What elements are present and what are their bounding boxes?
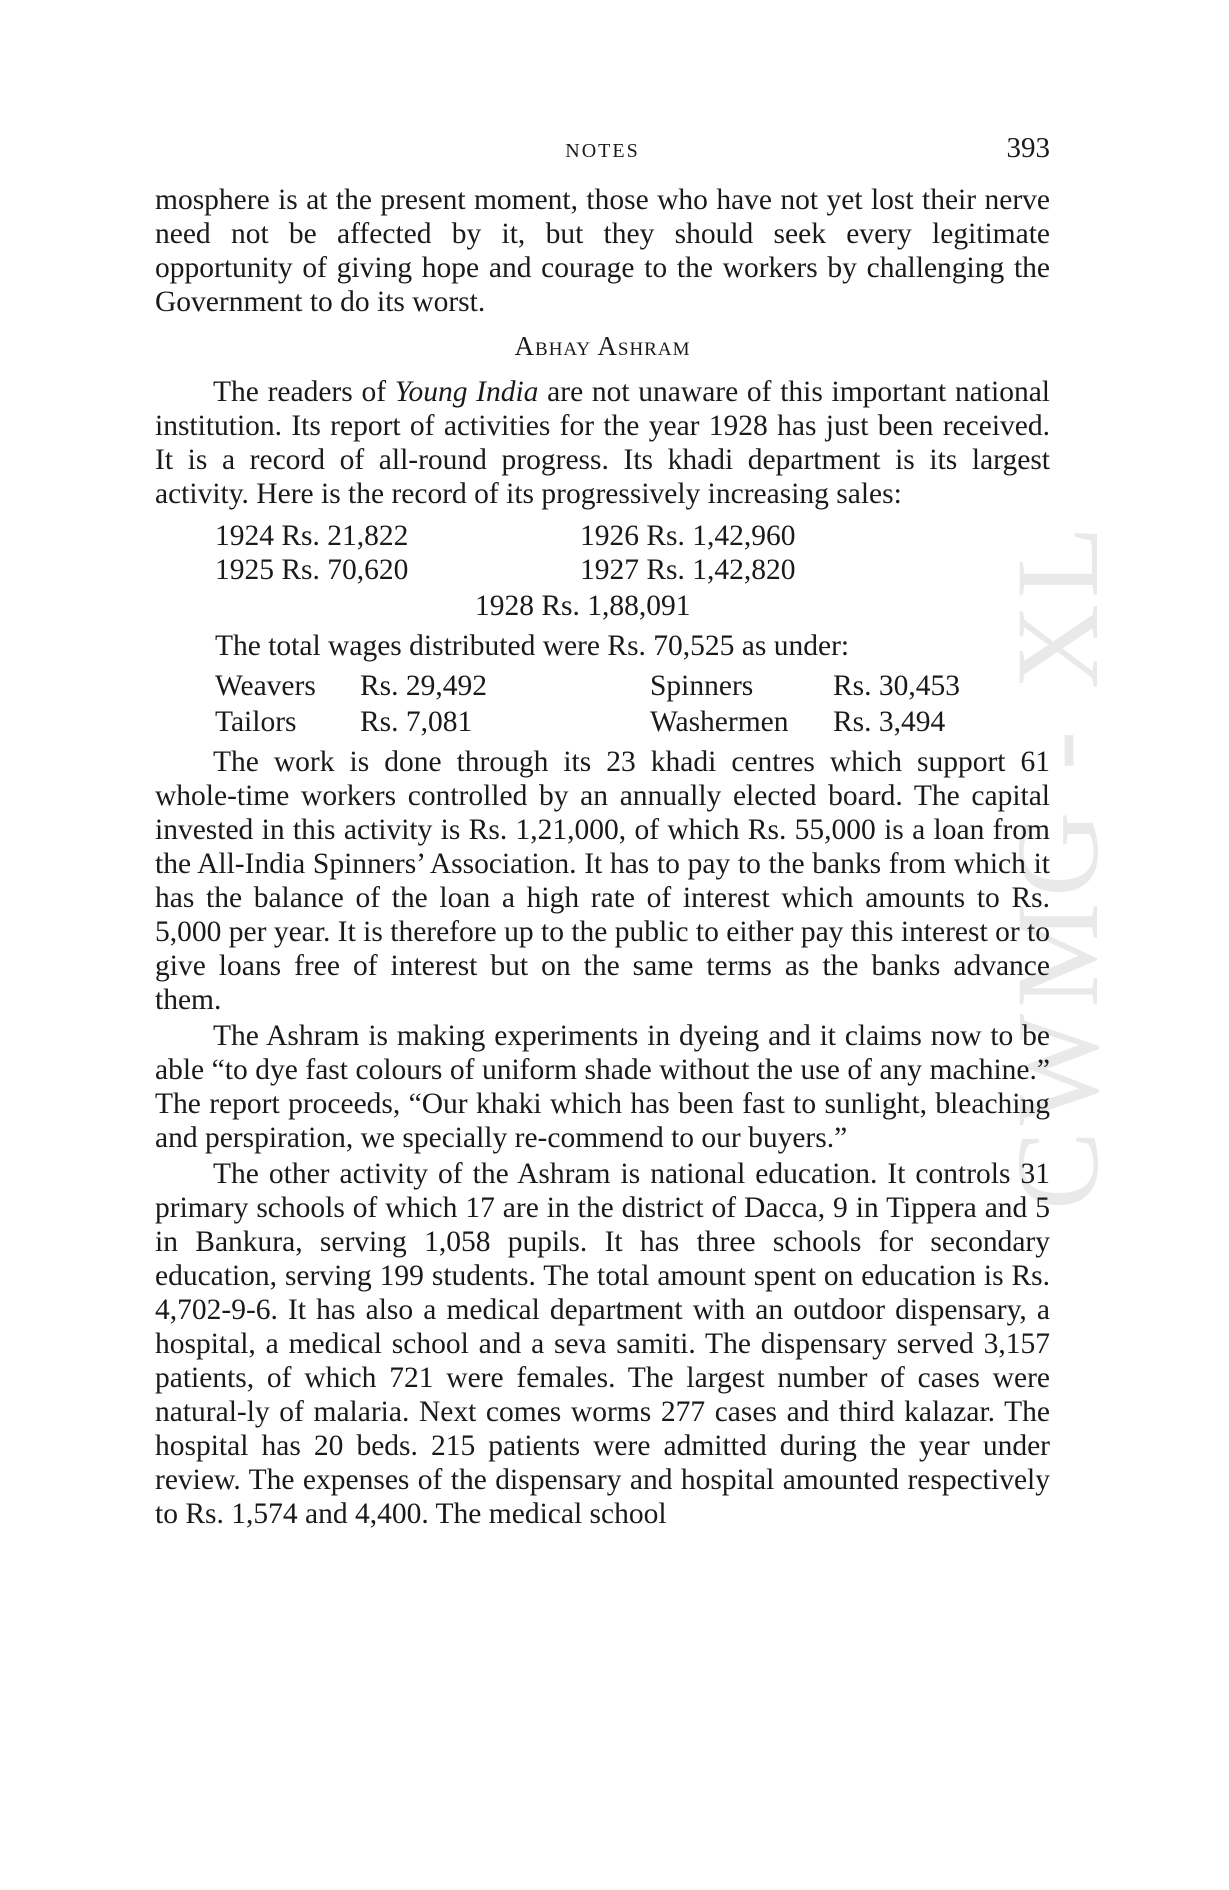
wages-spinners-value: Rs. 30,453 [833,670,961,702]
watermark: CWMG - XL [992,520,1123,1210]
sales-table [155,519,1050,625]
wages-tailors-value: Rs. 7,081 [360,706,473,738]
sales-1924: 1924 Rs. 21,822 [215,520,409,552]
paragraph-intro-pre: The readers of [213,376,395,408]
sales-1926: 1926 Rs. 1,42,960 [580,520,796,552]
paragraph-khadi-centres: The work is done through its 23 khadi centres which support 61 whole-time workers controlled by an annually elected board. The capital invested in this activity is Rs. 1,21,000, of which Rs. 55,000 is a loan from the All-India Spinners’ Association. It has to pay to the banks from which it has the balance of the loan a high rate of interest which amounts to Rs. 5,000 per year. It is therefore up to the public to either pay this interest or to give loans free of interest but on the same terms as the banks advance them. [155,746,1050,1016]
sales-1925: 1925 Rs. 70,620 [215,554,409,586]
paragraph-dyeing: The Ashram is making experiments in dyeing and it claims now to be able “to dye fast colours of uniform shade without the use of any machine.” The report proceeds, “Our khaki which has been fast to sunlight, bleaching and perspiration, we specially re-commend to our buyers.” [155,1020,1050,1154]
wages-washermen-label: Washermen [650,706,789,738]
paragraph-intro [155,375,1050,511]
paragraph-intro-post: are not unaware of this important national institution. Its report of activities for the year 1928 has just been received. It is a record of all-round progress. Its khadi department is its largest activity. Here is the record of its progressively increasing sales: [155,376,1050,510]
wages-weavers-value: Rs. 29,492 [360,670,488,702]
section-heading: Abhay Ashram [514,331,691,361]
wages-intro: The total wages distributed were Rs. 70,525 as under: [215,630,850,662]
wages-tailors-label: Tailors [215,706,297,738]
wages-spinners-label: Spinners [650,670,754,702]
paragraph-education: The other activity of the Ashram is national education. It controls 31 primary schools of which 17 are in the district of Dacca, 9 in Tippera and 5 in Bankura, serving 1,058 pupils. It has three schools for secondary education, serving 199 students. The total amount spent on education is Rs. 4,702-9-6. It has also a medical department with an outdoor dispensary, a hospital, a medical school and a seva samiti. The dispensary served 3,157 patients, of which 721 were females. The largest number of cases were natural-ly of malaria. Next comes worms 277 cases and third kalazar. The hospital has 20 beds. 215 patients were admitted during the year under review. The expenses of the dispensary and hospital amounted respectively to Rs. 1,574 and 4,400. The medical school [155,1158,1050,1530]
paragraph-continuation: mosphere is at the present moment, those who have not yet lost their nerve need not be affected by it, but they should seek every legitimate opportunity of giving hope and courage to the workers by challenging the Government to do its worst. [155,184,1050,318]
page-number: 393 [1006,132,1050,164]
body-text [155,183,1050,1531]
wages-table [155,669,1050,743]
publication-title: Young India [394,376,539,408]
page-header [155,132,1050,172]
sales-1927: 1927 Rs. 1,42,820 [580,554,796,586]
wages-washermen-value: Rs. 3,494 [833,706,946,738]
running-head: NOTES [565,140,640,162]
sales-1928: 1928 Rs. 1,88,091 [475,590,691,622]
wages-weavers-label: Weavers [215,670,316,702]
